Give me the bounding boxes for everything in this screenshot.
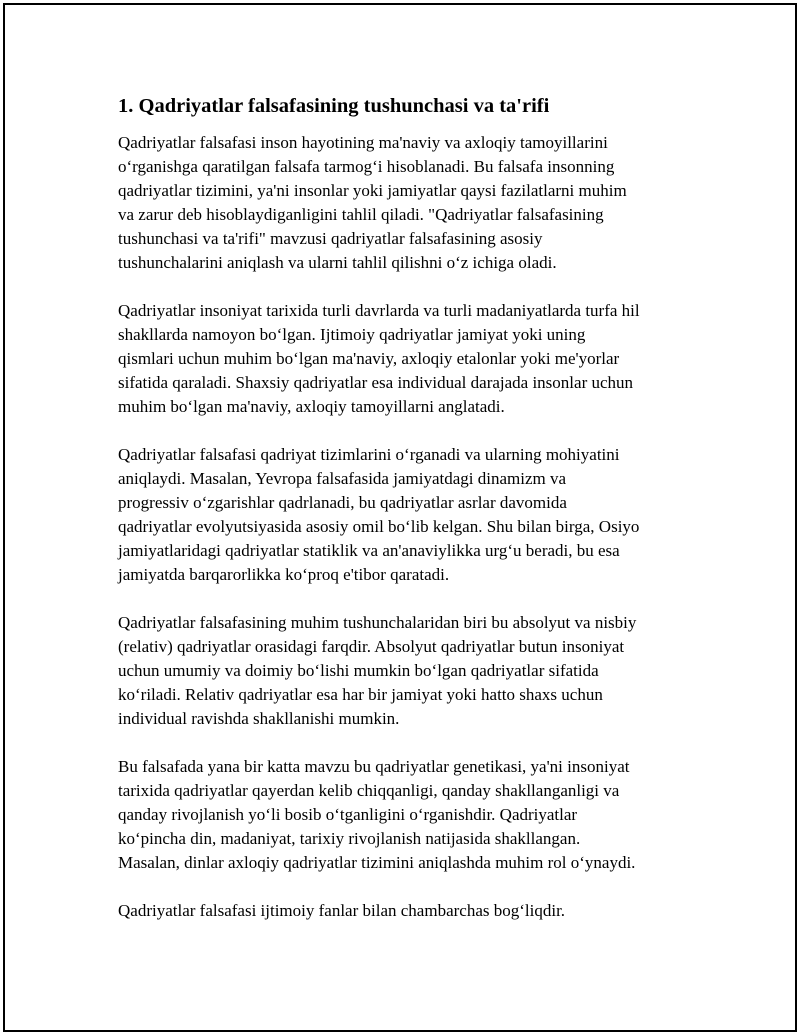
- paragraph-4: [118, 611, 688, 731]
- paragraph-line: shakllarda namoyon bo‘lgan. Ijtimoiy qadriyatlar jamiyat yoki uning: [118, 325, 586, 344]
- paragraph-line: sifatida qaraladi. Shaxsiy qadriyatlar esa individual darajada insonlar uchun: [118, 373, 634, 392]
- paragraph-line: Masalan, dinlar axloqiy qadriyatlar tizimini aniqlashda muhim rol o‘ynaydi.: [118, 853, 636, 872]
- paragraph-line: uchun umumiy va doimiy bo‘lishi mumkin bo‘lgan qadriyatlar sifatida: [118, 661, 599, 680]
- paragraph-line: Qadriyatlar falsafasining muhim tushunchalaridan biri bu absolyut va nisbiy: [118, 613, 637, 632]
- paragraph-line: progressiv o‘zgarishlar qadrlanadi, bu qadriyatlar asrlar davomida: [118, 493, 567, 512]
- paragraph-2: [118, 299, 688, 419]
- paragraph-1: [118, 131, 688, 275]
- paragraph-line: qanday rivojlanish yo‘li bosib o‘tganligini o‘rganishdir. Qadriyatlar: [118, 805, 578, 824]
- paragraph-line: tarixida qadriyatlar qayerdan kelib chiqqanligi, qanday shakllanganligi va: [118, 781, 620, 800]
- paragraph-line: ko‘riladi. Relativ qadriyatlar esa har bir jamiyat yoki hatto shaxs uchun: [118, 685, 603, 704]
- paragraph-line: Qadriyatlar falsafasi qadriyat tizimlarini o‘rganadi va ularning mohiyatini: [118, 445, 620, 464]
- paragraph-line: jamiyatlaridagi qadriyatlar statiklik va an'anaviylikka urg‘u beradi, bu esa: [118, 541, 620, 560]
- paragraph-line: individual ravishda shakllanishi mumkin.: [118, 709, 400, 728]
- paragraph-line: qismlari uchun muhim bo‘lgan ma'naviy, axloqiy etalonlar yoki me'yorlar: [118, 349, 620, 368]
- paragraph-line: qadriyatlar evolyutsiyasida asosiy omil bo‘lib kelgan. Shu bilan birga, Osiyo: [118, 517, 640, 536]
- paragraph-line: tushunchalarini aniqlash va ularni tahlil qilishni o‘z ichiga oladi.: [118, 253, 557, 272]
- paragraph-3: [118, 443, 688, 587]
- paragraph-line: va zarur deb hisoblaydiganligini tahlil qiladi. "Qadriyatlar falsafasining: [118, 205, 604, 224]
- paragraph-line: Qadriyatlar falsafasi ijtimoiy fanlar bilan chambarchas bog‘liqdir.: [118, 901, 566, 920]
- document-body: [118, 93, 688, 947]
- paragraph-line: ko‘pincha din, madaniyat, tarixiy rivojlanish natijasida shakllangan.: [118, 829, 581, 848]
- paragraph-line: Bu falsafada yana bir katta mavzu bu qadriyatlar genetikasi, ya'ni insoniyat: [118, 757, 630, 776]
- section-heading: 1. Qadriyatlar falsafasining tushunchasi va ta'rifi: [118, 95, 550, 117]
- paragraph-line: aniqlaydi. Masalan, Yevropa falsafasida jamiyatdagi dinamizm va: [118, 469, 567, 488]
- paragraph-line: muhim bo‘lgan ma'naviy, axloqiy tamoyillarni anglatadi.: [118, 397, 505, 416]
- paragraph-line: jamiyatda barqarorlikka ko‘proq e'tibor qaratadi.: [118, 565, 450, 584]
- paragraph-line: qadriyatlar tizimini, ya'ni insonlar yoki jamiyatlar qaysi fazilatlarni muhim: [118, 181, 627, 200]
- paragraph-line: (relativ) qadriyatlar orasidagi farqdir. Absolyut qadriyatlar butun insoniyat: [118, 637, 625, 656]
- paragraph-5: [118, 755, 688, 875]
- paragraph-6: [118, 899, 688, 923]
- paragraph-line: Qadriyatlar falsafasi inson hayotining ma'naviy va axloqiy tamoyillarini: [118, 133, 608, 152]
- paragraph-line: o‘rganishga qaratilgan falsafa tarmog‘i hisoblanadi. Bu falsafa insonning: [118, 157, 615, 176]
- paragraph-line: Qadriyatlar insoniyat tarixida turli davrlarda va turli madaniyatlarda turfa hil: [118, 301, 640, 320]
- paragraph-line: tushunchasi va ta'rifi" mavzusi qadriyatlar falsafasining asosiy: [118, 229, 543, 248]
